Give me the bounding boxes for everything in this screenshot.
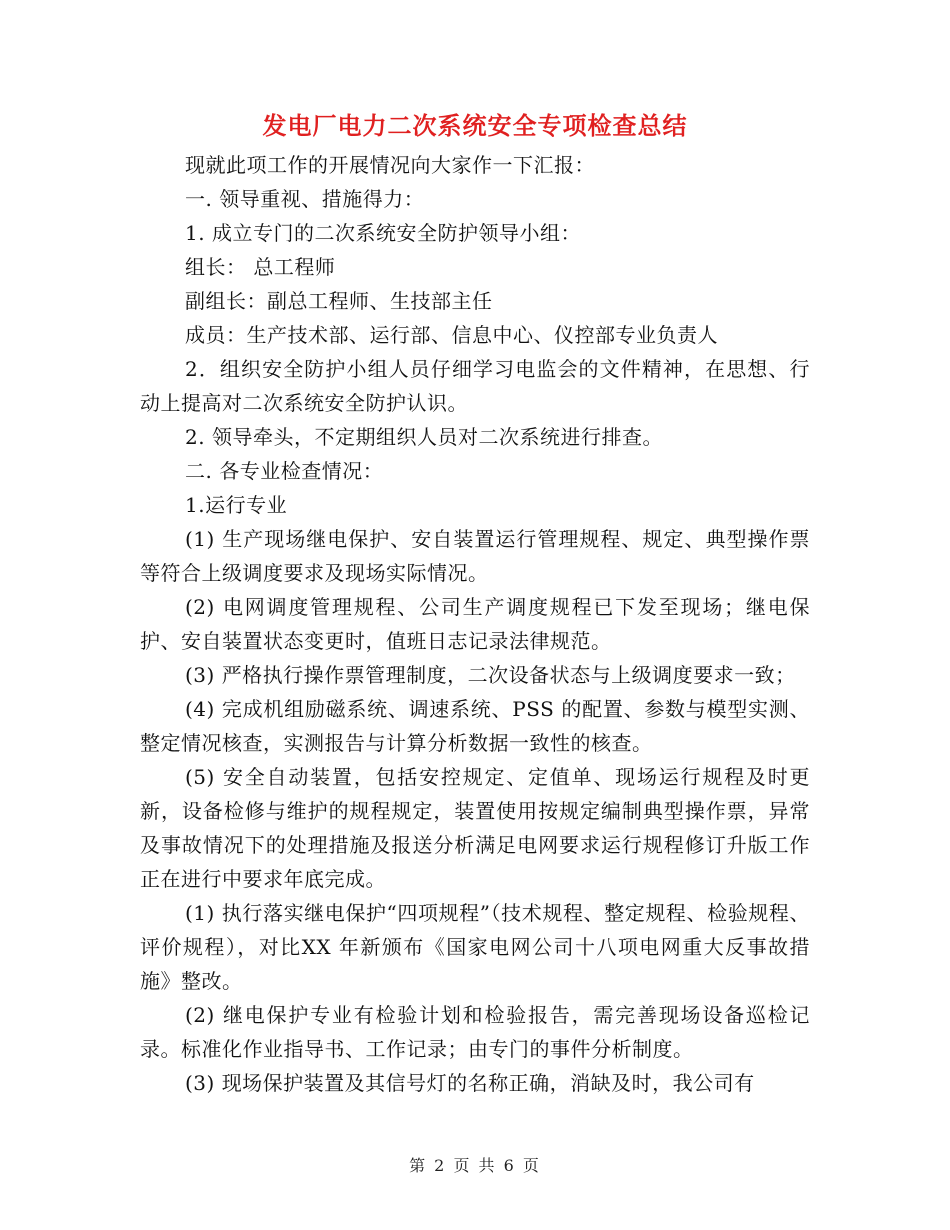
section-heading: 二. 各专业检查情况： bbox=[185, 459, 384, 483]
subsection-heading: 1.运行专业 bbox=[185, 493, 288, 517]
paragraph: (2) 电网调度管理规程、公司生产调度规程已下发至现场；继电保护、安自装置状态变更时，值班日志记录法律规范。 bbox=[140, 595, 810, 653]
paragraph: (4) 完成机组励磁系统、调速系统、PSS 的配置、参数与模型实测、整定情况核查，实测报告与计算分析数据一致性的核查。 bbox=[140, 697, 810, 755]
paragraph: 副组长：副总工程师、生技部主任 bbox=[185, 289, 493, 313]
paragraph: (5) 安全自动装置，包括安控规定、定值单、现场运行规程及时更新，设备检修与维护的规程规定，装置使用按规定编制典型操作票，异常及事故情况下的处理措施及报送分析满足电网要求运行规程修订升版工作正在进行中要求年底完成。 bbox=[140, 765, 810, 891]
paragraph: 现就此项工作的开展情况向大家作一下汇报： bbox=[185, 153, 595, 177]
paragraph: 2. 领导牵头，不定期组织人员对二次系统进行排查。 bbox=[185, 425, 663, 449]
section-heading: 一. 领导重视、措施得力： bbox=[185, 187, 425, 211]
paragraph: (1) 生产现场继电保护、安自装置运行管理规程、规定、典型操作票等符合上级调度要求及现场实际情况。 bbox=[140, 527, 810, 585]
document-title: 发电厂电力二次系统安全专项检查总结 bbox=[262, 111, 688, 140]
page-number-footer: 第 2 页 共 6 页 bbox=[409, 1156, 541, 1175]
paragraph: (1) 执行落实继电保护“四项规程”（技术规程、整定规程、检验规程、评价规程），对比XX 年新颁布《国家电网公司十八项电网重大反事故措施》整改。 bbox=[140, 901, 810, 993]
paragraph: (3) 严格执行操作票管理制度，二次设备状态与上级调度要求一致； bbox=[185, 663, 796, 687]
paragraph: (2) 继电保护专业有检验计划和检验报告，需完善现场设备巡检记录。标准化作业指导书、工作记录；由专门的事件分析制度。 bbox=[140, 1003, 810, 1061]
document-body bbox=[140, 148, 810, 1100]
paragraph: 1. 成立专门的二次系统安全防护领导小组： bbox=[185, 221, 581, 245]
paragraph: 2．组织安全防护小组人员仔细学习电监会的文件精神，在思想、行动上提高对二次系统安全防护认识。 bbox=[140, 357, 810, 415]
paragraph: 成员：生产技术部、运行部、信息中心、仪控部专业负责人 bbox=[185, 323, 718, 347]
paragraph: 组长： 总工程师 bbox=[185, 255, 336, 279]
paragraph: (3) 现场保护装置及其信号灯的名称正确，消缺及时，我公司有 bbox=[185, 1071, 755, 1095]
